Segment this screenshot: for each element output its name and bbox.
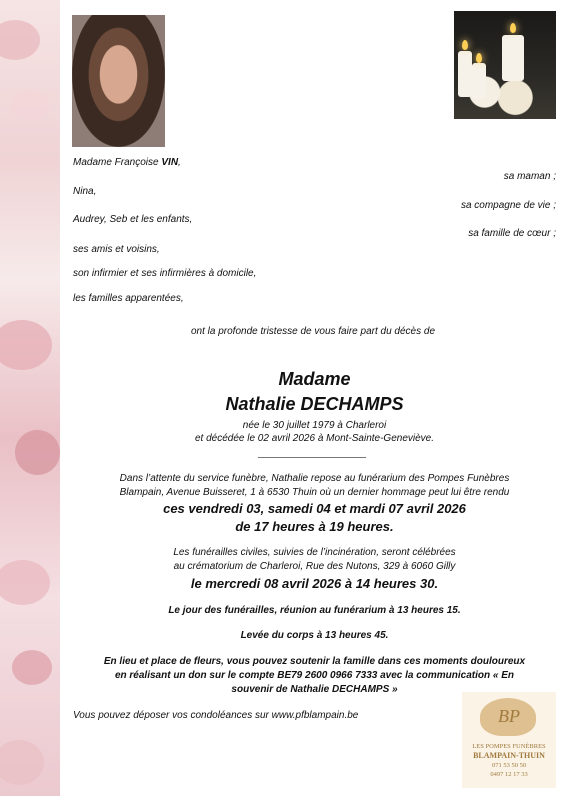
announcement-intro: ont la profonde tristesse de vous faire part du décès de [190, 326, 436, 337]
family-relation-2: sa compagne de vie ; [460, 200, 556, 211]
visiting-hours: de 17 heures à 19 heures. [235, 519, 394, 534]
deceased-title: Madame [278, 369, 351, 389]
deceased-name: Nathalie DECHAMPS [225, 394, 404, 414]
family-line-2: Nina, [73, 186, 97, 197]
funerarium-line-1: Dans l’attente du service funèbre, Nathalie repose au funérarium des Pompes Funèbres [119, 473, 510, 484]
funeral-home-logo [462, 692, 556, 788]
divider [258, 457, 366, 458]
logo-phone-1: 071 53 50 50 [491, 762, 527, 769]
family-line-4: ses amis et voisins, [73, 244, 160, 255]
family-line-5: son infirmier et ses infirmières à domicile, [73, 268, 257, 279]
lift-info: Levée du corps à 13 heures 45. [240, 630, 389, 641]
meeting-info: Le jour des funérailles, réunion au funérarium à 13 heures 15. [168, 605, 461, 616]
donation-line-1: En lieu et place de fleurs, vous pouvez soutenir la famille dans ces moments douloureux [103, 656, 526, 667]
logo-line-1: LES POMPES FUNÈBRES [472, 743, 546, 750]
death-info: et décédée le 02 avril 2026 à Mont-Sainte-Geneviève. [194, 433, 435, 444]
donation-line-3: souvenir de Nathalie DECHAMPS » [231, 684, 398, 695]
visiting-dates: ces vendredi 03, samedi 04 et mardi 07 avril 2026 [163, 501, 466, 516]
family-line-1: Madame Françoise VIN, [73, 157, 181, 168]
condolences-link[interactable]: Vous pouvez déposer vos condoléances sur www.pfblampain.be [73, 710, 359, 721]
cherry-blossom-border [0, 0, 60, 796]
family-line-6: les familles apparentées, [73, 293, 184, 304]
family-relation-1: sa maman ; [503, 171, 556, 182]
candles-roses-image [454, 11, 556, 119]
logo-line-2: BLAMPAIN-THUIN [473, 751, 545, 760]
donation-line-2: en réalisant un don sur le compte BE79 2600 0966 7333 avec la communication « En [114, 670, 515, 681]
funeral-line-2: au crématorium de Charleroi, Rue des Nutons, 329 à 6060 Gilly [173, 561, 456, 572]
funerarium-line-2: Blampain, Avenue Buisseret, 1 à 6530 Thuin où un dernier hommage peut lui être rendu [119, 487, 510, 498]
family-line-3: Audrey, Seb et les enfants, [73, 214, 193, 225]
logo-phone-2: 0497 12 17 33 [490, 771, 528, 778]
logo-monogram: BP [498, 706, 520, 726]
funeral-line-1: Les funérailles civiles, suivies de l’incinération, seront célébrées [173, 547, 456, 558]
birth-info: née le 30 juillet 1979 à Charleroi [242, 420, 387, 431]
portrait-photo [72, 15, 165, 147]
family-relation-3: sa famille de cœur ; [468, 228, 556, 239]
funeral-date: le mercredi 08 avril 2026 à 14 heures 30. [190, 576, 439, 591]
